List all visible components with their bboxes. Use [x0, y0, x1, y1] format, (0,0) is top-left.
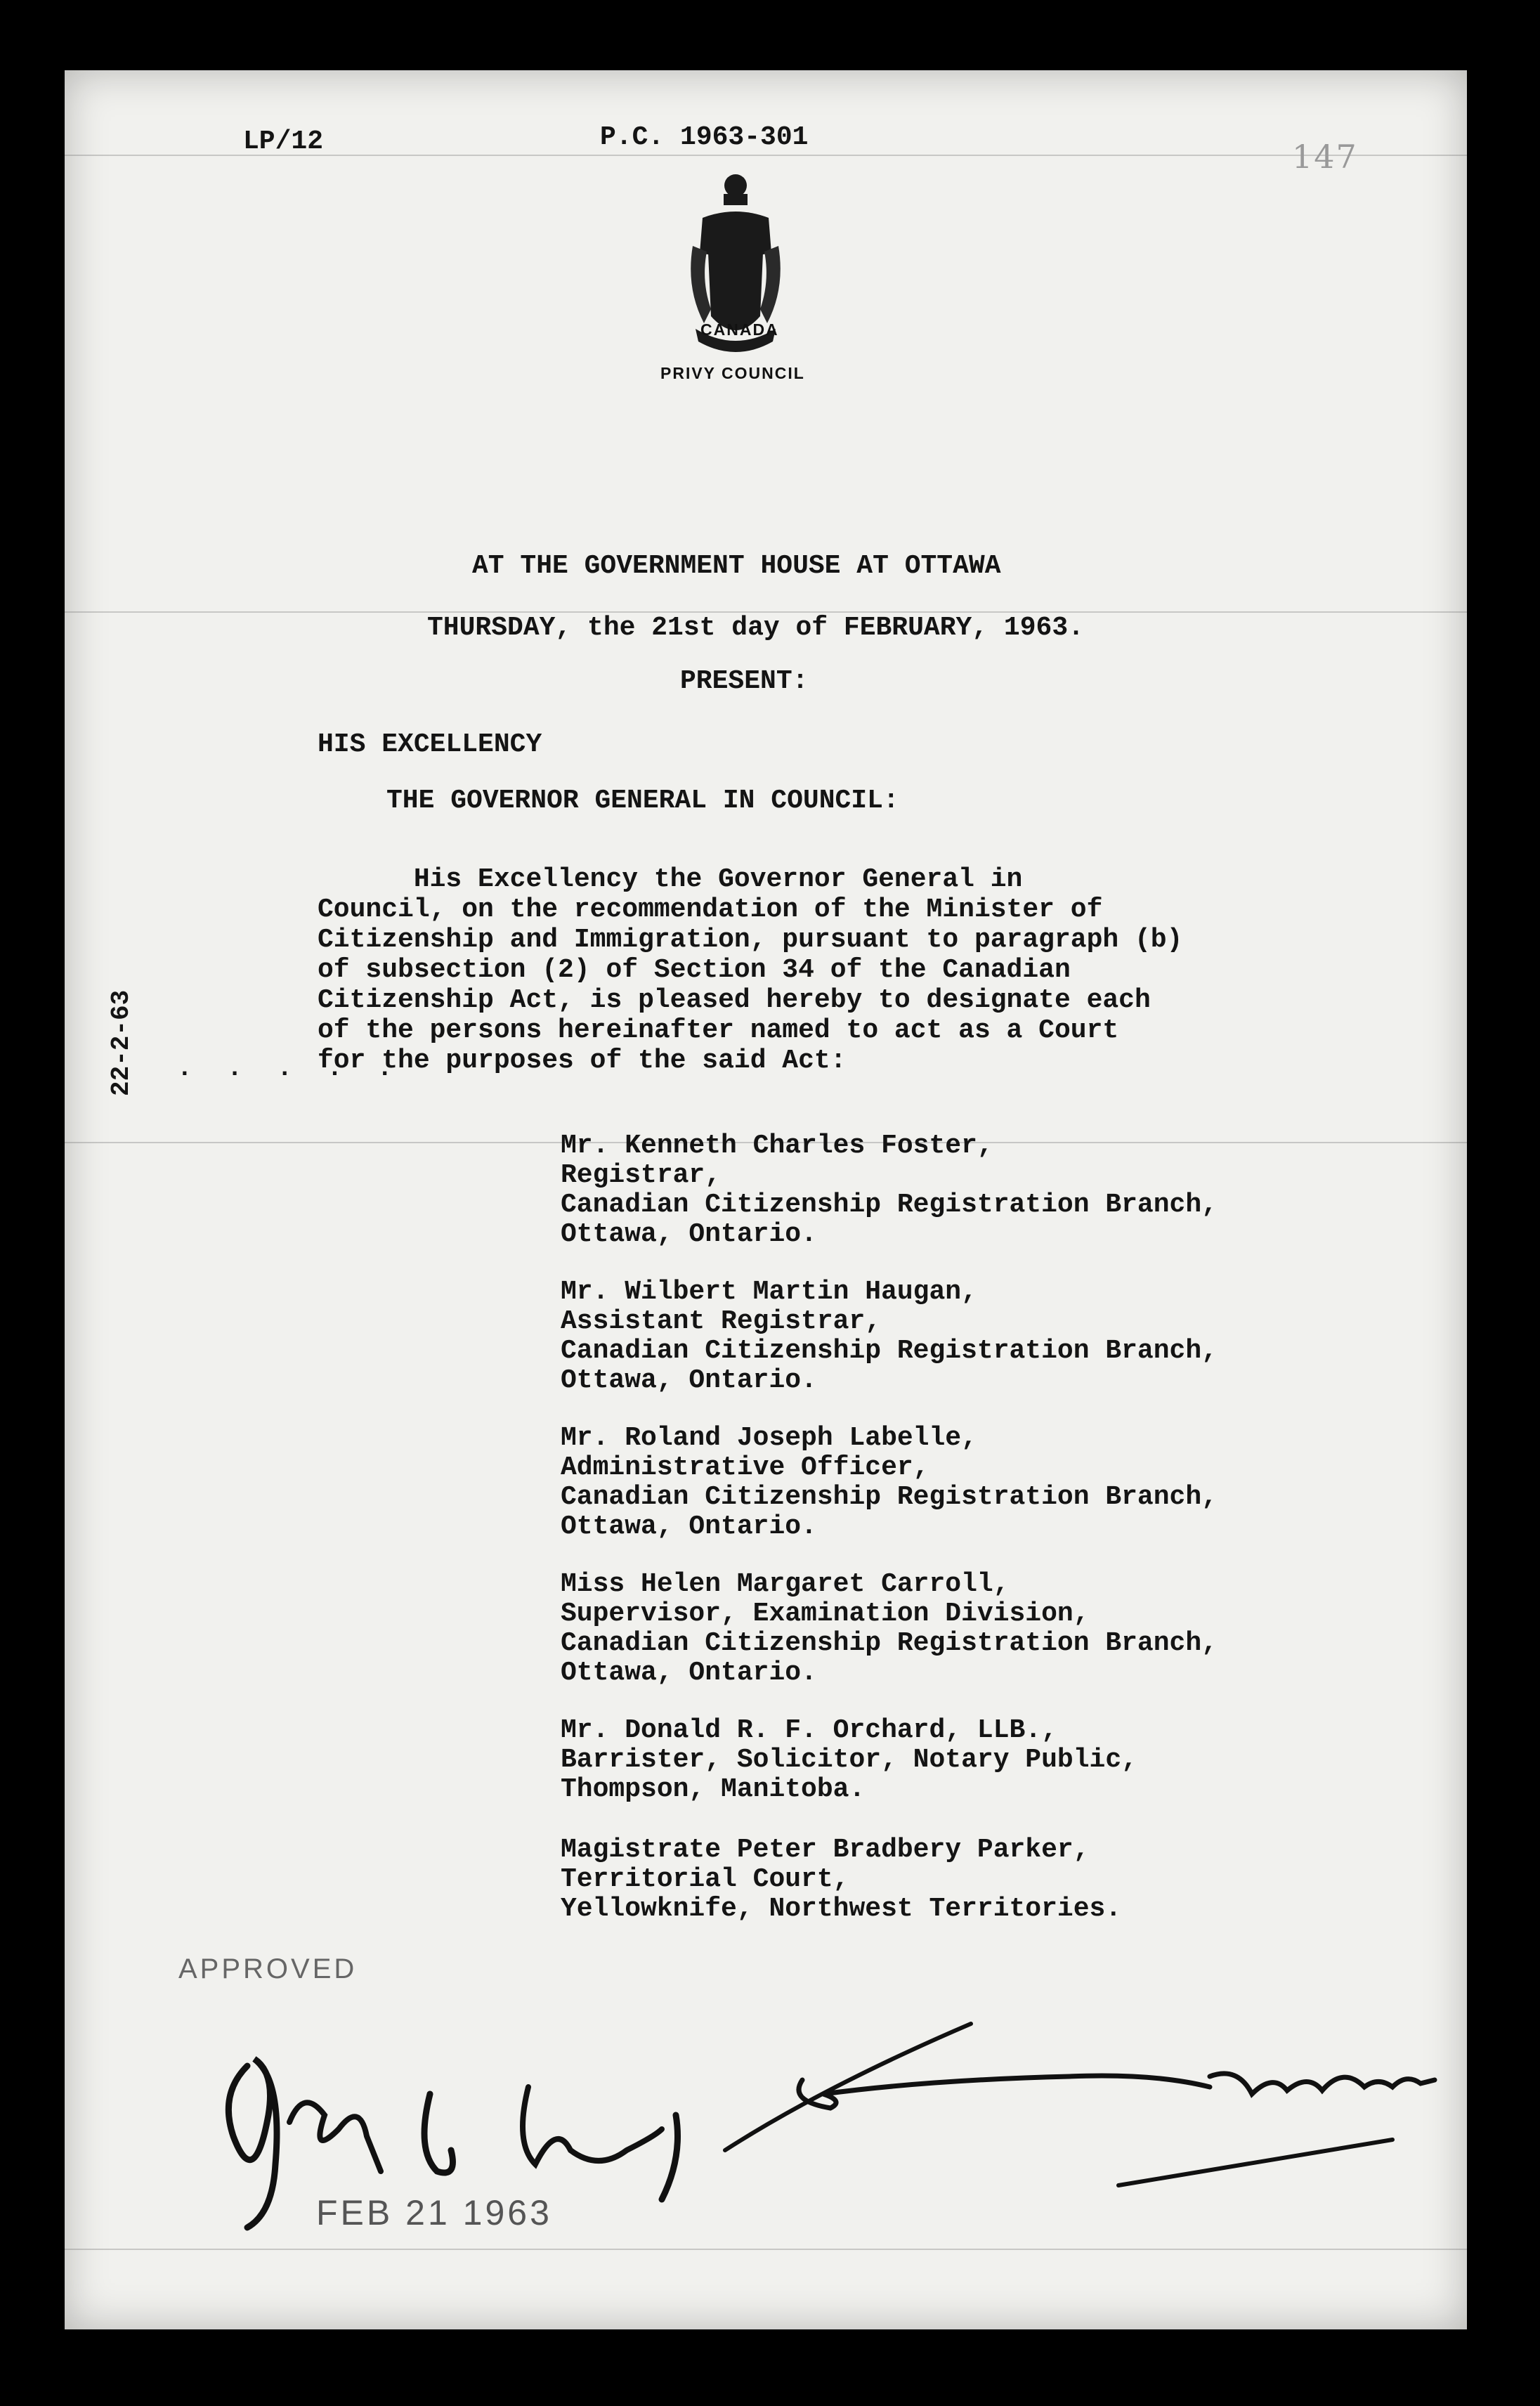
person-entry — [561, 1716, 1137, 1804]
person-location: Ottawa, Ontario. — [561, 1365, 817, 1396]
person-location: Ottawa, Ontario. — [561, 1511, 817, 1542]
person-entry — [561, 1570, 1218, 1688]
prime-minister-signature — [718, 1932, 1477, 2199]
person-entry — [561, 1835, 1121, 1924]
order-paragraph — [318, 864, 1182, 1076]
person-location: Yellowknife, Northwest Territories. — [561, 1894, 1122, 1924]
person-name: Magistrate Peter Bradbery Parker, — [561, 1835, 1090, 1865]
person-entry — [561, 1277, 1218, 1396]
person-entry — [561, 1424, 1218, 1542]
governor-general-in-council: THE GOVERNOR GENERAL IN COUNCIL: — [386, 786, 899, 816]
person-location: Ottawa, Ontario. — [561, 1219, 817, 1249]
order-line: Citizenship Act, is pleased hereby to designate each — [318, 985, 1151, 1015]
order-line: for the purposes of the said Act: — [318, 1046, 847, 1076]
person-title: Registrar, — [561, 1160, 722, 1190]
date-stamp: FEB 21 1963 — [316, 2193, 552, 2232]
approved-stamp: APPROVED — [178, 1953, 358, 1984]
person-title: Barrister, Solicitor, Notary Public, — [561, 1745, 1137, 1775]
privy-council-label: PRIVY COUNCIL — [660, 364, 805, 382]
person-office: Canadian Citizenship Registration Branch, — [561, 1482, 1218, 1512]
scan-line — [65, 2249, 1467, 2250]
margin-dots: . . . . . — [177, 1054, 403, 1083]
person-title: Supervisor, Examination Division, — [561, 1599, 1090, 1629]
document-page — [65, 70, 1467, 2329]
person-name: Mr. Roland Joseph Labelle, — [561, 1423, 977, 1453]
present-heading: PRESENT: — [680, 666, 809, 696]
order-line: Citizenship and Immigration, pursuant to paragraph (b) — [318, 925, 1183, 955]
person-entry — [561, 1131, 1218, 1249]
order-number: P.C. 1963-301 — [600, 122, 809, 152]
coat-of-arms-icon — [683, 169, 788, 379]
person-name: Mr. Wilbert Martin Haugan, — [561, 1277, 977, 1307]
person-name: Miss Helen Margaret Carroll, — [561, 1569, 1010, 1599]
person-title: Administrative Officer, — [561, 1452, 929, 1483]
person-location: Thompson, Manitoba. — [561, 1774, 866, 1804]
person-title: Assistant Registrar, — [561, 1306, 882, 1337]
order-line: of the persons hereinafter named to act as a Court — [318, 1015, 1119, 1046]
margin-date-note: 22-2-63 — [107, 989, 136, 1096]
person-office: Canadian Citizenship Registration Branch, — [561, 1336, 1218, 1366]
his-excellency: HIS EXCELLENCY — [318, 729, 542, 760]
order-line: His Excellency the Governor General in — [318, 864, 1023, 895]
person-name: Mr. Donald R. F. Orchard, LLB., — [561, 1715, 1057, 1745]
page-number: 147 — [1292, 138, 1358, 176]
country-label: CANADA — [700, 320, 779, 339]
meeting-place: AT THE GOVERNMENT HOUSE AT OTTAWA — [472, 551, 1001, 581]
person-title: Territorial Court, — [561, 1864, 849, 1894]
meeting-date: THURSDAY, the 21st day of FEBRUARY, 1963. — [427, 613, 1084, 643]
person-office: Canadian Citizenship Registration Branch, — [561, 1190, 1218, 1220]
order-line: Council, on the recommendation of the Minister of — [318, 895, 1103, 925]
order-line: of subsection (2) of Section 34 of the Canadian — [318, 955, 1071, 985]
person-office: Canadian Citizenship Registration Branch, — [561, 1628, 1218, 1658]
file-reference: LP/12 — [243, 126, 324, 157]
person-location: Ottawa, Ontario. — [561, 1658, 817, 1688]
person-name: Mr. Kenneth Charles Foster, — [561, 1131, 993, 1161]
